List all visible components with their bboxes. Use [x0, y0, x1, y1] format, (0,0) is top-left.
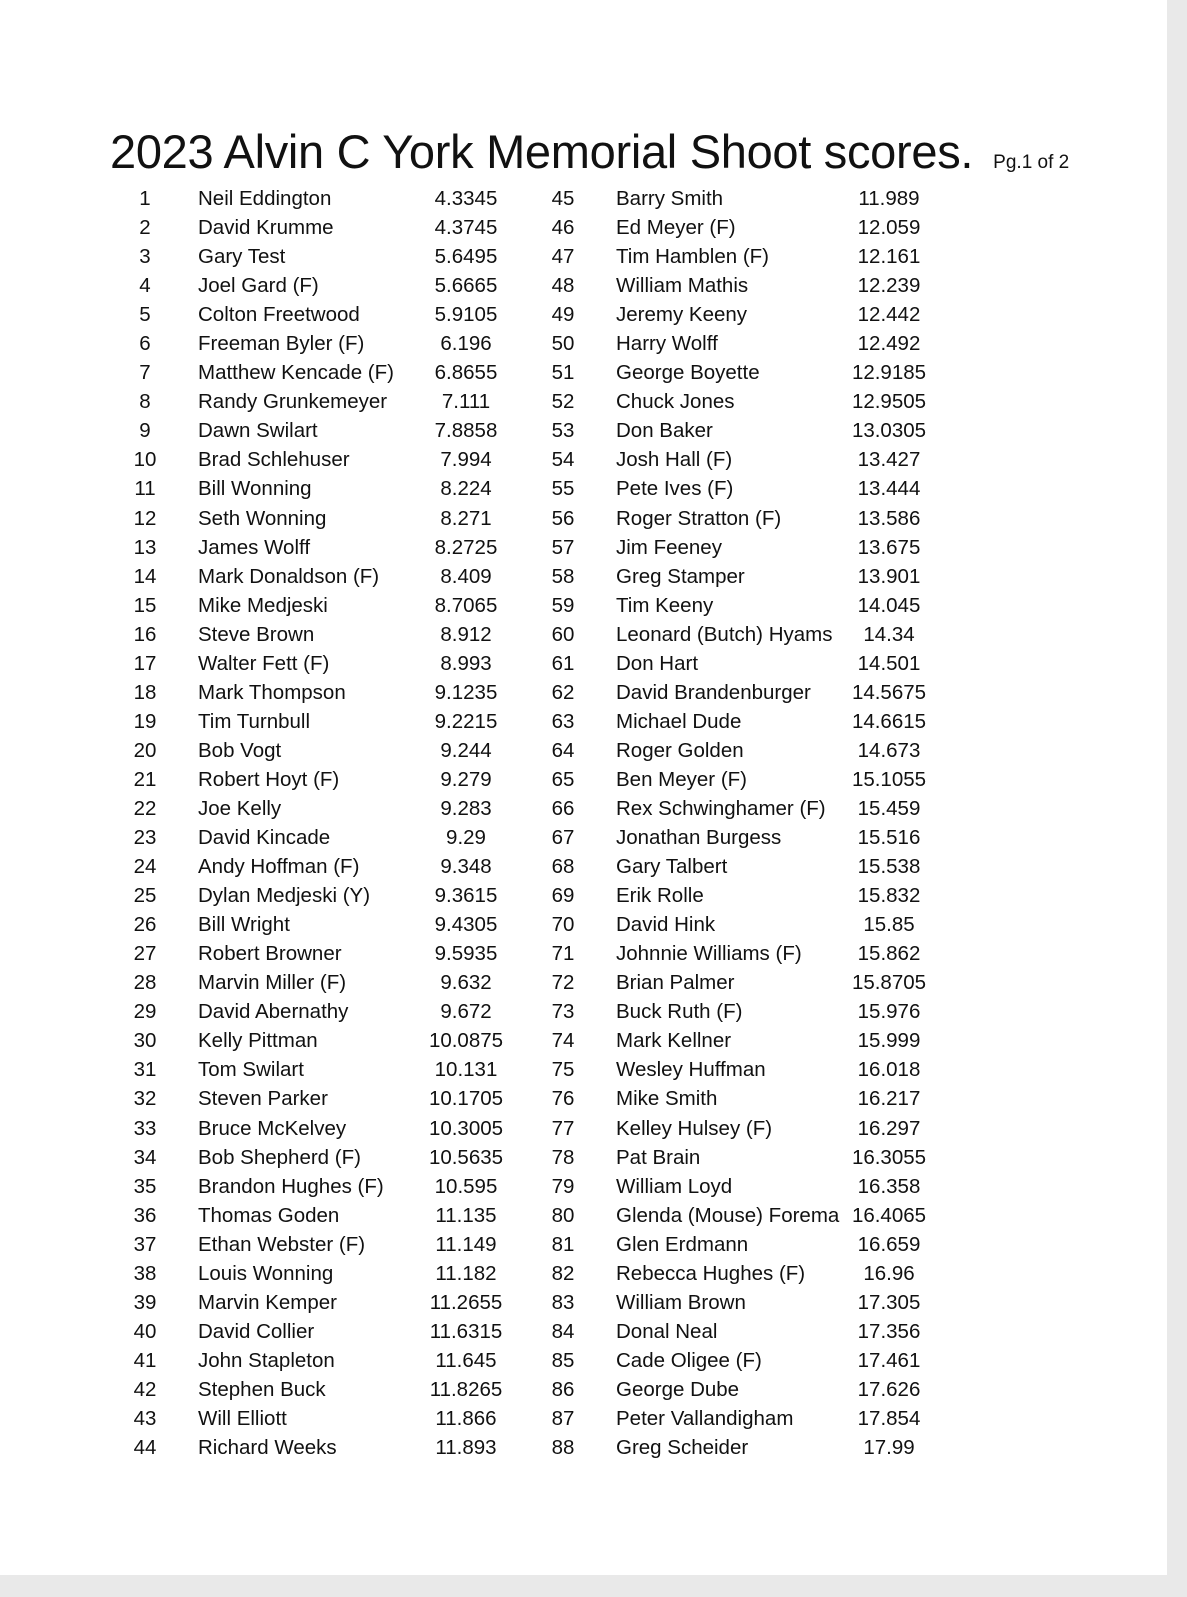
- rank-cell: 41: [133, 1348, 157, 1372]
- rank-cell: 35: [133, 1174, 157, 1198]
- shooter-name-cell: William Loyd: [616, 1174, 733, 1198]
- rank-cell: 76: [551, 1087, 575, 1111]
- score-cell: 9.279: [440, 767, 492, 791]
- rank-cell: 53: [551, 419, 575, 443]
- rank-cell: 37: [133, 1232, 157, 1256]
- score-cell: 15.538: [857, 855, 921, 879]
- rank-cell: 75: [551, 1058, 575, 1082]
- rank-cell: 71: [551, 942, 575, 966]
- score-cell: 9.5935: [434, 942, 498, 966]
- rank-cell: 86: [551, 1377, 575, 1401]
- score-cell: 8.271: [440, 506, 492, 530]
- rank-cell: 17: [133, 651, 157, 675]
- rank-cell: 8: [139, 390, 151, 414]
- rank-cell: 27: [133, 942, 157, 966]
- shooter-name-cell: James Wolff: [198, 535, 311, 559]
- score-cell: 17.854: [857, 1406, 921, 1430]
- rank-cell: 43: [133, 1406, 157, 1430]
- rank-cell: 31: [133, 1058, 157, 1082]
- rank-cell: 14: [133, 564, 157, 588]
- shooter-name-cell: Thomas Goden: [198, 1203, 340, 1227]
- shooter-name-cell: Greg Stamper: [616, 564, 745, 588]
- shooter-name-cell: Mark Thompson: [198, 680, 346, 704]
- score-cell: 9.2215: [434, 709, 498, 733]
- rank-cell: 10: [133, 448, 157, 472]
- shooter-name-cell: Joel Gard (F): [198, 274, 319, 298]
- page-number: Pg.1 of 2: [993, 152, 1070, 173]
- score-cell: 13.0305: [851, 419, 927, 443]
- score-cell: 9.29: [446, 826, 486, 850]
- shooter-name-cell: George Dube: [616, 1377, 740, 1401]
- rank-cell: 50: [551, 332, 575, 356]
- score-cell: 15.8705: [851, 971, 927, 995]
- shooter-name-cell: Will Elliott: [198, 1406, 287, 1430]
- score-cell: 7.8858: [434, 419, 498, 443]
- shooter-name-cell: Seth Wonning: [198, 506, 327, 530]
- shooter-name-cell: Mike Medjeski: [198, 593, 328, 617]
- score-cell: 17.461: [857, 1348, 921, 1372]
- shooter-name-cell: Ed Meyer (F): [616, 216, 736, 240]
- page-title: 2023 Alvin C York Memorial Shoot scores.: [110, 125, 974, 178]
- rank-cell: 56: [551, 506, 575, 530]
- score-cell: 16.297: [857, 1116, 921, 1140]
- shooter-name-cell: Marvin Kemper: [198, 1290, 337, 1314]
- rank-cell: 82: [551, 1261, 575, 1285]
- score-cell: 16.217: [857, 1087, 921, 1111]
- score-cell: 9.348: [440, 855, 492, 879]
- rank-cell: 42: [133, 1377, 157, 1401]
- rank-cell: 78: [551, 1145, 575, 1169]
- rank-cell: 9: [139, 419, 151, 443]
- score-cell: 13.586: [857, 506, 921, 530]
- shooter-name-cell: Tom Swilart: [198, 1058, 304, 1082]
- score-cell: 5.9105: [434, 303, 498, 327]
- score-cell: 17.626: [857, 1377, 921, 1401]
- rank-cell: 29: [133, 1000, 157, 1024]
- score-cell: 9.244: [440, 738, 492, 762]
- rank-cell: 47: [551, 245, 575, 269]
- score-cell: 8.224: [440, 477, 492, 501]
- shooter-name-cell: Colton Freetwood: [198, 303, 360, 327]
- shooter-name-cell: Buck Ruth (F): [616, 1000, 743, 1024]
- shooter-name-cell: Richard Weeks: [198, 1436, 337, 1460]
- rank-cell: 22: [133, 796, 157, 820]
- shooter-name-cell: Gary Talbert: [616, 855, 728, 879]
- rank-cell: 24: [133, 855, 157, 879]
- score-cell: 5.6665: [434, 274, 498, 298]
- score-cell: 16.358: [857, 1174, 921, 1198]
- shooter-name-cell: Mike Smith: [616, 1087, 718, 1111]
- score-cell: 14.6615: [851, 709, 927, 733]
- shooter-name-cell: Ethan Webster (F): [198, 1232, 366, 1256]
- shooter-name-cell: Bill Wonning: [198, 477, 312, 501]
- score-cell: 11.2655: [429, 1290, 503, 1314]
- score-cell: 15.862: [857, 942, 921, 966]
- score-cell: 6.8655: [434, 361, 498, 385]
- shooter-name-cell: Mark Kellner: [616, 1029, 732, 1053]
- score-cell: 13.427: [857, 448, 921, 472]
- rank-cell: 5: [139, 303, 151, 327]
- score-cell: 15.85: [863, 913, 915, 937]
- shooter-name-cell: Roger Stratton (F): [616, 506, 782, 530]
- shooter-name-cell: Freeman Byler (F): [198, 332, 365, 356]
- rank-cell: 48: [551, 274, 575, 298]
- shooter-name-cell: Randy Grunkemeyer: [198, 390, 388, 414]
- rank-cell: 33: [133, 1116, 157, 1140]
- rank-cell: 21: [133, 767, 157, 791]
- rank-cell: 51: [551, 361, 575, 385]
- shooter-name-cell: George Boyette: [616, 361, 760, 385]
- shooter-name-cell: David Krumme: [198, 216, 334, 240]
- shooter-name-cell: Dylan Medjeski (Y): [198, 884, 371, 908]
- shooter-name-cell: Roger Golden: [616, 738, 744, 762]
- score-cell: 17.305: [857, 1290, 921, 1314]
- shooter-name-cell: Erik Rolle: [616, 884, 704, 908]
- score-cell: 16.018: [857, 1058, 921, 1082]
- score-cell: 13.675: [857, 535, 921, 559]
- shooter-name-cell: Gary Test: [198, 245, 286, 269]
- score-cell: 5.6495: [434, 245, 498, 269]
- shooter-name-cell: Cade Oligee (F): [616, 1348, 762, 1372]
- score-cell: 9.632: [440, 971, 492, 995]
- rank-cell: 7: [139, 361, 151, 385]
- shooter-name-cell: Jim Feeney: [616, 535, 722, 559]
- rank-cell: 3: [139, 245, 151, 269]
- score-cell: 10.595: [434, 1174, 498, 1198]
- rank-cell: 36: [133, 1203, 157, 1227]
- rank-cell: 59: [551, 593, 575, 617]
- score-cell: 12.161: [857, 245, 921, 269]
- score-cell: 15.832: [857, 884, 921, 908]
- rank-cell: 15: [133, 593, 157, 617]
- score-cell: 9.672: [440, 1000, 492, 1024]
- score-cell: 12.492: [857, 332, 921, 356]
- shooter-name-cell: Peter Vallandigham: [616, 1406, 794, 1430]
- score-cell: 10.5635: [428, 1145, 504, 1169]
- shooter-name-cell: Steven Parker: [198, 1087, 328, 1111]
- score-cell: 8.7065: [434, 593, 498, 617]
- shooter-name-cell: Brandon Hughes (F): [198, 1174, 384, 1198]
- rank-cell: 68: [551, 855, 575, 879]
- shooter-name-cell: Glenda (Mouse) Forema: [616, 1203, 840, 1227]
- shooter-name-cell: Harry Wolff: [616, 332, 718, 356]
- rank-cell: 57: [551, 535, 575, 559]
- score-cell: 9.1235: [434, 680, 498, 704]
- score-cell: 10.1705: [428, 1087, 504, 1111]
- shooter-name-cell: Michael Dude: [616, 709, 742, 733]
- title-row: [110, 124, 1069, 179]
- rank-cell: 67: [551, 826, 575, 850]
- shooter-name-cell: Josh Hall (F): [616, 448, 733, 472]
- score-cell: 12.9185: [851, 361, 927, 385]
- rank-cell: 69: [551, 884, 575, 908]
- score-cell: 16.4065: [851, 1203, 927, 1227]
- shooter-name-cell: Jonathan Burgess: [616, 826, 782, 850]
- score-cell: 17.356: [857, 1319, 921, 1343]
- score-cell: 15.516: [857, 826, 921, 850]
- rank-cell: 39: [133, 1290, 157, 1314]
- rank-cell: 52: [551, 390, 575, 414]
- score-cell: 15.976: [857, 1000, 921, 1024]
- shooter-name-cell: Leonard (Butch) Hyams: [616, 622, 833, 646]
- shooter-name-cell: Rex Schwinghamer (F): [616, 796, 826, 820]
- score-cell: 12.9505: [851, 390, 927, 414]
- shooter-name-cell: Greg Scheider: [616, 1436, 749, 1460]
- score-cell: 10.0875: [428, 1029, 504, 1053]
- rank-cell: 66: [551, 796, 575, 820]
- shooter-name-cell: Rebecca Hughes (F): [616, 1261, 806, 1285]
- score-cell: 11.645: [435, 1348, 497, 1372]
- rank-cell: 26: [133, 913, 157, 937]
- shooter-name-cell: Bruce McKelvey: [198, 1116, 347, 1140]
- shooter-name-cell: Marvin Miller (F): [198, 971, 347, 995]
- score-cell: 14.045: [857, 593, 921, 617]
- rank-cell: 19: [133, 709, 157, 733]
- rank-cell: 34: [133, 1145, 157, 1169]
- shooter-name-cell: Glen Erdmann: [616, 1232, 749, 1256]
- rank-cell: 55: [551, 477, 575, 501]
- score-cell: 11.8265: [429, 1377, 503, 1401]
- shooter-name-cell: John Stapleton: [198, 1348, 335, 1372]
- shooter-name-cell: Bill Wright: [198, 913, 290, 937]
- rank-cell: 85: [551, 1348, 575, 1372]
- score-cell: 11.182: [435, 1261, 497, 1285]
- score-cell: 12.059: [857, 216, 921, 240]
- score-cell: 4.3345: [434, 187, 498, 210]
- rank-cell: 32: [133, 1087, 157, 1111]
- score-cell: 14.673: [857, 738, 921, 762]
- rank-cell: 58: [551, 564, 575, 588]
- score-cell: 8.912: [440, 622, 492, 646]
- score-cell: 16.3055: [851, 1145, 927, 1169]
- rank-cell: 70: [551, 913, 575, 937]
- shooter-name-cell: Kelley Hulsey (F): [616, 1116, 773, 1140]
- rank-cell: 64: [551, 738, 575, 762]
- rank-cell: 12: [133, 506, 157, 530]
- shooter-name-cell: Ben Meyer (F): [616, 767, 747, 791]
- rank-cell: 63: [551, 709, 575, 733]
- shooter-name-cell: Andy Hoffman (F): [198, 855, 360, 879]
- score-cell: 13.444: [857, 477, 921, 501]
- shooter-name-cell: Louis Wonning: [198, 1261, 334, 1285]
- shooter-name-cell: Robert Browner: [198, 942, 342, 966]
- rank-cell: 61: [551, 651, 575, 675]
- rank-cell: 18: [133, 680, 157, 704]
- rank-cell: 46: [551, 216, 575, 240]
- rank-cell: 49: [551, 303, 575, 327]
- rank-cell: 1: [139, 187, 151, 210]
- shooter-name-cell: Brian Palmer: [616, 971, 735, 995]
- shooter-name-cell: William Mathis: [616, 274, 749, 298]
- rank-cell: 11: [134, 477, 156, 501]
- score-cell: 14.501: [857, 651, 921, 675]
- score-cell: 14.34: [863, 622, 915, 646]
- rank-cell: 13: [133, 535, 157, 559]
- rank-cell: 23: [133, 826, 157, 850]
- score-cell: 11.149: [435, 1232, 497, 1256]
- shooter-name-cell: Kelly Pittman: [198, 1029, 318, 1053]
- score-cell: 9.3615: [434, 884, 498, 908]
- shooter-name-cell: Pete Ives (F): [616, 477, 734, 501]
- shooter-name-cell: Stephen Buck: [198, 1377, 326, 1401]
- score-cell: 11.893: [435, 1436, 497, 1460]
- rank-cell: 28: [133, 971, 157, 995]
- shooter-name-cell: Bob Vogt: [198, 738, 282, 762]
- score-cell: 8.2725: [434, 535, 498, 559]
- shooter-name-cell: Neil Eddington: [198, 187, 332, 210]
- score-cell: 6.196: [440, 332, 492, 356]
- shooter-name-cell: Johnnie Williams (F): [616, 942, 802, 966]
- rank-cell: 60: [551, 622, 575, 646]
- score-cell: 12.239: [857, 274, 921, 298]
- rank-cell: 65: [551, 767, 575, 791]
- score-cell: 16.659: [857, 1232, 921, 1256]
- rank-cell: 20: [133, 738, 157, 762]
- shooter-name-cell: Donal Neal: [616, 1319, 718, 1343]
- shooter-name-cell: Don Baker: [616, 419, 713, 443]
- shooter-name-cell: Matthew Kencade (F): [198, 361, 394, 385]
- score-cell: 10.131: [434, 1058, 498, 1082]
- score-cell: 14.5675: [851, 680, 927, 704]
- shooter-name-cell: Walter Fett (F): [198, 651, 330, 675]
- rank-cell: 72: [551, 971, 575, 995]
- shooter-name-cell: Brad Schlehuser: [198, 448, 350, 472]
- shooter-name-cell: Tim Turnbull: [198, 709, 311, 733]
- rank-cell: 40: [133, 1319, 157, 1343]
- rank-cell: 83: [551, 1290, 575, 1314]
- rank-cell: 81: [551, 1232, 575, 1256]
- rank-cell: 87: [551, 1406, 575, 1430]
- score-cell: 8.993: [440, 651, 492, 675]
- shooter-name-cell: David Collier: [198, 1319, 315, 1343]
- score-cell: 10.3005: [428, 1116, 504, 1140]
- rank-cell: 6: [139, 332, 151, 356]
- shooter-name-cell: Pat Brain: [616, 1145, 701, 1169]
- score-cell: 4.3745: [434, 216, 498, 240]
- shooter-name-cell: Robert Hoyt (F): [198, 767, 340, 791]
- rank-cell: 4: [139, 274, 151, 298]
- rank-cell: 77: [551, 1116, 575, 1140]
- score-cell: 13.901: [857, 564, 921, 588]
- rank-cell: 79: [551, 1174, 575, 1198]
- rank-cell: 25: [133, 884, 157, 908]
- shooter-name-cell: Tim Hamblen (F): [616, 245, 769, 269]
- rank-cell: 80: [551, 1203, 575, 1227]
- score-cell: 7.111: [441, 390, 491, 414]
- rank-cell: 73: [551, 1000, 575, 1024]
- rank-cell: 54: [551, 448, 575, 472]
- rank-cell: 88: [551, 1436, 575, 1460]
- rank-cell: 44: [133, 1436, 157, 1460]
- score-cell: 11.6315: [429, 1319, 503, 1343]
- shooter-name-cell: David Kincade: [198, 826, 331, 850]
- rank-cell: 74: [551, 1029, 575, 1053]
- rank-cell: 62: [551, 680, 575, 704]
- shooter-name-cell: Joe Kelly: [198, 796, 282, 820]
- score-cell: 7.994: [440, 448, 492, 472]
- shooter-name-cell: Don Hart: [616, 651, 699, 675]
- shooter-name-cell: Chuck Jones: [616, 390, 735, 414]
- score-cell: 15.1055: [851, 767, 927, 791]
- rank-cell: 2: [139, 216, 151, 240]
- shooter-name-cell: David Abernathy: [198, 1000, 349, 1024]
- shooter-name-cell: Steve Brown: [198, 622, 315, 646]
- shooter-name-cell: William Brown: [616, 1290, 746, 1314]
- shooter-name-cell: David Hink: [616, 913, 716, 937]
- score-cell: 15.999: [857, 1029, 921, 1053]
- shooter-name-cell: Bob Shepherd (F): [198, 1145, 361, 1169]
- score-cell: 11.989: [858, 187, 920, 210]
- rank-cell: 84: [551, 1319, 575, 1343]
- rank-cell: 38: [133, 1261, 157, 1285]
- shooter-name-cell: Jeremy Keeny: [616, 303, 748, 327]
- shooter-name-cell: Mark Donaldson (F): [198, 564, 380, 588]
- shooter-name-cell: Barry Smith: [616, 187, 724, 210]
- rank-cell: 16: [133, 622, 157, 646]
- score-cell: 9.283: [440, 796, 492, 820]
- score-cell: 8.409: [440, 564, 492, 588]
- rank-cell: 45: [551, 187, 575, 210]
- score-cell: 15.459: [857, 796, 921, 820]
- shooter-name-cell: David Brandenburger: [616, 680, 811, 704]
- score-cell: 17.99: [863, 1436, 915, 1460]
- score-cell: 11.135: [435, 1203, 497, 1227]
- score-cell: 16.96: [863, 1261, 915, 1285]
- score-cell: 9.4305: [434, 913, 498, 937]
- score-cell: 12.442: [857, 303, 921, 327]
- shooter-name-cell: Wesley Huffman: [616, 1058, 766, 1082]
- rank-cell: 30: [133, 1029, 157, 1053]
- shooter-name-cell: Dawn Swilart: [198, 419, 318, 443]
- score-cell: 11.866: [435, 1406, 497, 1430]
- shooter-name-cell: Tim Keeny: [616, 593, 714, 617]
